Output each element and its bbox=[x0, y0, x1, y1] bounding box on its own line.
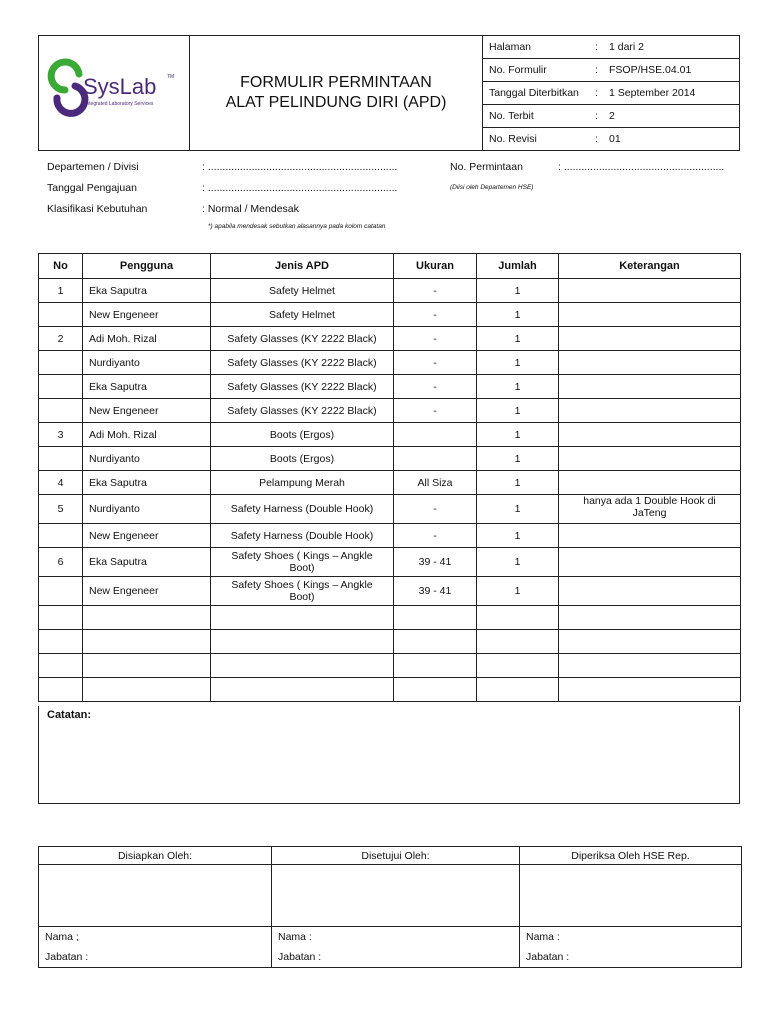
meta-row bbox=[483, 127, 739, 150]
cell-ket[interactable] bbox=[559, 447, 741, 471]
cell-jenis[interactable]: Pelampung Merah bbox=[211, 471, 394, 495]
table-row bbox=[39, 447, 741, 471]
cell-no[interactable]: 1 bbox=[39, 279, 83, 303]
signature-nama[interactable]: Nama ; bbox=[39, 927, 272, 948]
cell-jumlah[interactable]: 1 bbox=[477, 471, 559, 495]
cell-pengguna[interactable]: Eka Saputra bbox=[83, 375, 211, 399]
cell-no[interactable] bbox=[39, 577, 83, 606]
signature-space-row bbox=[39, 865, 742, 927]
cell-ukuran[interactable] bbox=[394, 447, 477, 471]
cell-ket[interactable] bbox=[559, 351, 741, 375]
departemen-field[interactable]: : ................................................................. bbox=[202, 161, 398, 173]
meta-colon: : bbox=[595, 81, 603, 104]
cell-jenis[interactable]: Safety Glasses (KY 2222 Black) bbox=[211, 327, 394, 351]
meta-value: 1 September 2014 bbox=[603, 81, 739, 104]
meta-value: 01 bbox=[609, 132, 621, 145]
cell-pengguna[interactable]: New Engeneer bbox=[83, 524, 211, 548]
cell-ket[interactable] bbox=[559, 423, 741, 447]
cell-jenis[interactable]: Safety Helmet bbox=[211, 279, 394, 303]
cell-no[interactable] bbox=[39, 630, 83, 654]
table-row bbox=[39, 548, 741, 577]
cell-jumlah[interactable]: 1 bbox=[477, 327, 559, 351]
catatan-box[interactable] bbox=[38, 706, 740, 804]
signature-area[interactable] bbox=[520, 865, 742, 927]
column-header: Jumlah bbox=[477, 254, 559, 279]
table-row bbox=[39, 577, 741, 606]
meta-row bbox=[483, 36, 739, 58]
cell-no[interactable]: 4 bbox=[39, 471, 83, 495]
cell-pengguna[interactable]: Eka Saputra bbox=[83, 548, 211, 577]
cell-ukuran[interactable]: All Siza bbox=[394, 471, 477, 495]
logo-tagline: Integrated Laboratory Services bbox=[85, 101, 154, 107]
signature-nama-row bbox=[39, 927, 742, 948]
cell-ukuran[interactable] bbox=[394, 678, 477, 702]
table-row bbox=[39, 351, 741, 375]
table-row bbox=[39, 678, 741, 702]
cell-no[interactable] bbox=[39, 303, 83, 327]
cell-jenis[interactable] bbox=[211, 678, 394, 702]
table-row bbox=[39, 495, 741, 524]
cell-jenis[interactable]: Safety Glasses (KY 2222 Black) bbox=[211, 375, 394, 399]
cell-no[interactable]: 5 bbox=[39, 495, 83, 524]
signature-column-header: Disiapkan Oleh: bbox=[39, 847, 272, 865]
table-row bbox=[39, 375, 741, 399]
column-header: Ukuran bbox=[394, 254, 477, 279]
cell-ket[interactable] bbox=[559, 678, 741, 702]
signature-jabatan[interactable]: Jabatan : bbox=[520, 947, 742, 968]
meta-value: FSOP/HSE.04.01 bbox=[603, 58, 739, 81]
cell-pengguna[interactable]: New Engeneer bbox=[83, 399, 211, 423]
table-row bbox=[39, 303, 741, 327]
cell-pengguna[interactable] bbox=[83, 654, 211, 678]
cell-jenis[interactable]: Safety Glasses (KY 2222 Black) bbox=[211, 351, 394, 375]
cell-ket[interactable] bbox=[559, 399, 741, 423]
table-row bbox=[39, 327, 741, 351]
cell-pengguna[interactable]: New Engeneer bbox=[83, 577, 211, 606]
cell-jenis[interactable]: Safety Glasses (KY 2222 Black) bbox=[211, 399, 394, 423]
cell-jumlah[interactable]: 1 bbox=[477, 447, 559, 471]
cell-no[interactable] bbox=[39, 351, 83, 375]
cell-jumlah[interactable] bbox=[477, 678, 559, 702]
signature-column-header: Diperiksa Oleh HSE Rep. bbox=[520, 847, 742, 865]
cell-ket[interactable] bbox=[559, 577, 741, 606]
cell-pengguna[interactable]: Nurdiyanto bbox=[83, 447, 211, 471]
meta-key: Halaman bbox=[483, 36, 595, 58]
cell-jumlah[interactable]: 1 bbox=[477, 548, 559, 577]
cell-ukuran[interactable] bbox=[394, 606, 477, 630]
meta-colon: : bbox=[595, 104, 603, 127]
meta-key: No. Formulir bbox=[483, 58, 595, 81]
cell-ukuran[interactable]: - bbox=[394, 327, 477, 351]
cell-jumlah[interactable]: 1 bbox=[477, 351, 559, 375]
column-header: Pengguna bbox=[83, 254, 211, 279]
cell-ukuran[interactable]: - bbox=[394, 495, 477, 524]
cell-ukuran[interactable]: - bbox=[394, 351, 477, 375]
cell-jumlah[interactable]: 1 bbox=[477, 524, 559, 548]
cell-no[interactable]: 3 bbox=[39, 423, 83, 447]
cell-no[interactable]: 6 bbox=[39, 548, 83, 577]
cell-ukuran[interactable]: - bbox=[394, 524, 477, 548]
signature-nama[interactable]: Nama : bbox=[272, 927, 520, 948]
cell-jumlah[interactable] bbox=[477, 654, 559, 678]
document-meta bbox=[483, 36, 740, 151]
catatan-label: Catatan: bbox=[47, 709, 92, 721]
cell-pengguna[interactable] bbox=[83, 606, 211, 630]
cell-ukuran[interactable]: 39 - 41 bbox=[394, 548, 477, 577]
logo-cell bbox=[39, 36, 190, 151]
title-line-1: FORMULIR PERMINTAAN bbox=[240, 74, 432, 91]
cell-no[interactable]: 2 bbox=[39, 327, 83, 351]
meta-key: Tanggal Diterbitkan bbox=[483, 81, 595, 104]
meta-key: No. Terbit bbox=[483, 104, 595, 127]
cell-ukuran[interactable] bbox=[394, 423, 477, 447]
table-row bbox=[39, 654, 741, 678]
cell-ukuran[interactable] bbox=[394, 654, 477, 678]
table-row bbox=[39, 524, 741, 548]
cell-jenis[interactable]: Safety Shoes ( Kings – Angkle Boot) bbox=[211, 577, 394, 606]
form-title bbox=[190, 36, 483, 151]
klasifikasi-label: Klasifikasi Kebutuhan bbox=[47, 203, 148, 215]
cell-pengguna[interactable] bbox=[83, 678, 211, 702]
column-header: Jenis APD bbox=[211, 254, 394, 279]
cell-ukuran[interactable]: - bbox=[394, 399, 477, 423]
meta-colon: : bbox=[595, 58, 603, 81]
table-row bbox=[39, 606, 741, 630]
cell-pengguna[interactable]: Adi Moh. Rizal bbox=[83, 423, 211, 447]
cell-jenis[interactable]: Boots (Ergos) bbox=[211, 423, 394, 447]
cell-jenis[interactable]: Safety Harness (Double Hook) bbox=[211, 495, 394, 524]
signature-jabatan[interactable]: Jabatan : bbox=[272, 947, 520, 968]
cell-jenis[interactable] bbox=[211, 654, 394, 678]
cell-pengguna[interactable]: New Engeneer bbox=[83, 303, 211, 327]
cell-ket[interactable] bbox=[559, 548, 741, 577]
cell-no[interactable] bbox=[39, 524, 83, 548]
signature-area[interactable] bbox=[39, 865, 272, 927]
meta-row bbox=[483, 81, 739, 104]
cell-ket[interactable]: hanya ada 1 Double Hook di JaTeng bbox=[559, 495, 741, 524]
syslab-logo bbox=[39, 36, 189, 145]
signature-table bbox=[38, 846, 742, 968]
cell-ket[interactable] bbox=[559, 524, 741, 548]
meta-row bbox=[483, 58, 739, 81]
cell-pengguna[interactable]: Adi Moh. Rizal bbox=[83, 327, 211, 351]
cell-pengguna[interactable]: Nurdiyanto bbox=[83, 351, 211, 375]
meta-value: 2 bbox=[603, 104, 739, 127]
signature-area[interactable] bbox=[272, 865, 520, 927]
cell-ket[interactable] bbox=[559, 375, 741, 399]
permintaan-label: No. Permintaan bbox=[450, 161, 523, 173]
permintaan-field[interactable]: : ....................................................... bbox=[558, 161, 725, 173]
column-header: Keterangan bbox=[559, 254, 741, 279]
cell-pengguna[interactable] bbox=[83, 630, 211, 654]
cell-no[interactable] bbox=[39, 678, 83, 702]
cell-jumlah[interactable] bbox=[477, 630, 559, 654]
cell-jenis[interactable]: Safety Helmet bbox=[211, 303, 394, 327]
cell-jumlah[interactable]: 1 bbox=[477, 495, 559, 524]
cell-jenis[interactable]: Safety Harness (Double Hook) bbox=[211, 524, 394, 548]
cell-pengguna[interactable]: Eka Saputra bbox=[83, 279, 211, 303]
cell-ket[interactable] bbox=[559, 303, 741, 327]
cell-pengguna[interactable]: Nurdiyanto bbox=[83, 495, 211, 524]
cell-jumlah[interactable]: 1 bbox=[477, 399, 559, 423]
logo-name: SysLab bbox=[83, 74, 157, 99]
cell-jenis[interactable] bbox=[211, 606, 394, 630]
klasifikasi-field[interactable]: : Normal / Mendesak bbox=[202, 203, 299, 215]
permintaan-note: (Diisi oleh Departemen HSE) bbox=[450, 184, 534, 191]
meta-value: 1 dari 2 bbox=[603, 36, 739, 58]
cell-jumlah[interactable]: 1 bbox=[477, 375, 559, 399]
document-header bbox=[38, 35, 740, 151]
meta-table bbox=[483, 36, 739, 150]
klasifikasi-note: *) apabila mendesak sebutkan alasannya pada kolom catatan bbox=[208, 223, 386, 230]
cell-jumlah[interactable] bbox=[477, 606, 559, 630]
cell-ukuran[interactable]: - bbox=[394, 303, 477, 327]
meta-colon: : bbox=[595, 132, 598, 145]
table-row bbox=[39, 630, 741, 654]
cell-jumlah[interactable]: 1 bbox=[477, 577, 559, 606]
cell-jenis[interactable] bbox=[211, 630, 394, 654]
logo-trademark: TM bbox=[167, 74, 175, 80]
meta-key: No. Revisi bbox=[489, 132, 537, 145]
cell-ket[interactable] bbox=[559, 327, 741, 351]
cell-ket[interactable] bbox=[559, 630, 741, 654]
cell-no[interactable] bbox=[39, 375, 83, 399]
cell-ukuran[interactable]: 39 - 41 bbox=[394, 577, 477, 606]
signature-column-header: Disetujui Oleh: bbox=[272, 847, 520, 865]
cell-no[interactable] bbox=[39, 606, 83, 630]
signature-header-row bbox=[39, 847, 742, 865]
meta-row bbox=[483, 104, 739, 127]
signature-jabatan-row bbox=[39, 947, 742, 968]
cell-ukuran[interactable]: - bbox=[394, 279, 477, 303]
table-row bbox=[39, 279, 741, 303]
cell-ket[interactable] bbox=[559, 606, 741, 630]
meta-colon: : bbox=[595, 36, 603, 58]
column-header: No bbox=[39, 254, 83, 279]
table-header-row bbox=[39, 254, 741, 279]
cell-no[interactable] bbox=[39, 447, 83, 471]
cell-no[interactable] bbox=[39, 399, 83, 423]
cell-ket[interactable] bbox=[559, 279, 741, 303]
departemen-label: Departemen / Divisi bbox=[47, 161, 139, 173]
apd-table bbox=[38, 253, 741, 702]
cell-ket[interactable] bbox=[559, 471, 741, 495]
cell-no[interactable] bbox=[39, 654, 83, 678]
cell-jenis[interactable]: Boots (Ergos) bbox=[211, 447, 394, 471]
signature-jabatan[interactable]: Jabatan : bbox=[39, 947, 272, 968]
table-row bbox=[39, 471, 741, 495]
cell-ukuran[interactable] bbox=[394, 630, 477, 654]
cell-jumlah[interactable]: 1 bbox=[477, 423, 559, 447]
tanggal-field[interactable]: : ................................................................. bbox=[202, 182, 398, 194]
cell-jumlah[interactable]: 1 bbox=[477, 279, 559, 303]
cell-jenis[interactable]: Safety Shoes ( Kings – Angkle Boot) bbox=[211, 548, 394, 577]
title-line-2: ALAT PELINDUNG DIRI (APD) bbox=[225, 94, 447, 111]
cell-jumlah[interactable]: 1 bbox=[477, 303, 559, 327]
cell-ket[interactable] bbox=[559, 654, 741, 678]
table-row bbox=[39, 399, 741, 423]
table-row bbox=[39, 423, 741, 447]
cell-pengguna[interactable]: Eka Saputra bbox=[83, 471, 211, 495]
tanggal-label: Tanggal Pengajuan bbox=[47, 182, 137, 194]
signature-nama[interactable]: Nama : bbox=[520, 927, 742, 948]
cell-ukuran[interactable]: - bbox=[394, 375, 477, 399]
